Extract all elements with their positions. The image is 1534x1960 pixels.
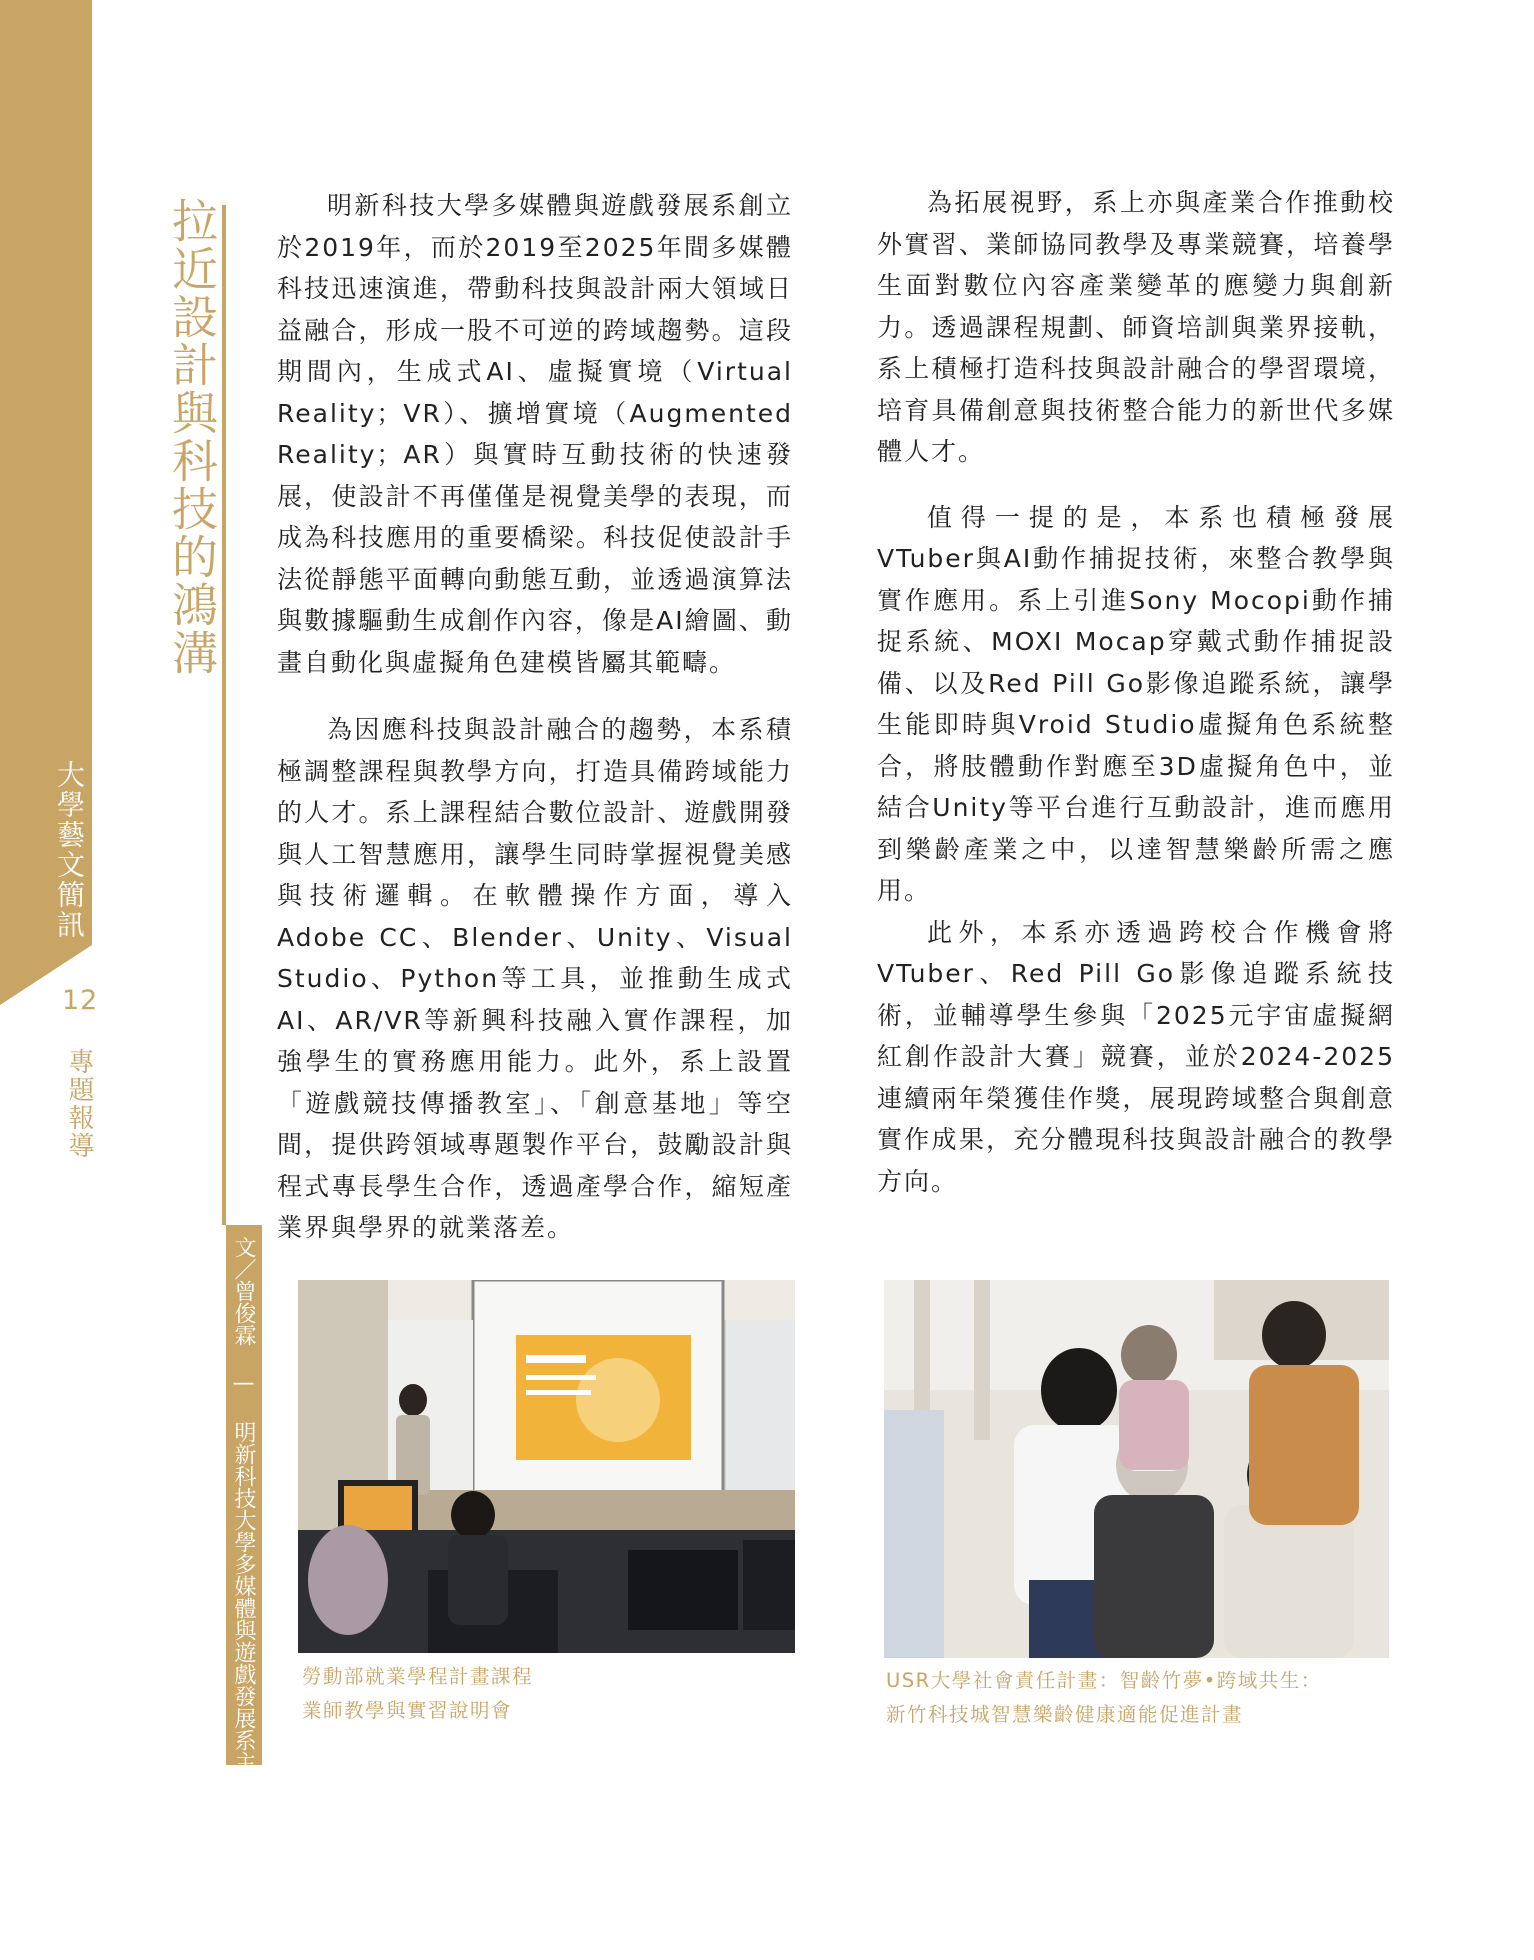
caption-line: 新竹科技城智慧樂齡健康適能促進計畫 xyxy=(886,1703,1244,1726)
caption-line: USR大學社會責任計畫：智齡竹夢•跨域共生： xyxy=(886,1669,1322,1692)
page-number: 12 xyxy=(62,985,99,1016)
article-title: 拉近設計與科技的鴻溝 xyxy=(165,197,219,677)
article-column-left xyxy=(277,185,793,1249)
article-column-right xyxy=(877,182,1395,1202)
caption-line: 業師教學與實習說明會 xyxy=(302,1699,513,1722)
caption-line: 勞動部就業學程計畫課程 xyxy=(302,1665,534,1688)
vr-elderly-photo xyxy=(884,1280,1389,1658)
paragraph: 值得一提的是，本系也積極發展VTuber與AI動作捕捉技術，來整合教學與實作應用。系上引進Sony Mocopi動作捕捉系統、MOXI Mocap穿戴式動作捕捉設備、以及Red Pill Go影像追蹤系統，讓學生能即時與Vroid Studio虛擬角色系統整合，將肢體動作對應至3D虛擬角色中，並結合Unity等平台進行互動設計，進而應用到樂齡產業之中，以達智慧樂齡所需之應用。 xyxy=(877,502,1395,905)
paragraph: 為因應科技與設計融合的趨勢，本系積極調整課程與教學方向，打造具備跨域能力的人才。系上課程結合數位設計、遊戲開發與人工智慧應用，讓學生同時掌握視覺美感與技術邏輯。在軟體操作方面，導入Adobe CC、Blender、Unity、Visual Studio、Python等工具，並推動生成式AI、AR/VR等新興科技融入實作課程，加強學生的實務應用能力。此外，系上設置「遊戲競技傳播教室」、「創意基地」等空間，提供跨領域專題製作平台，鼓勵設計與程式專長學生合作，透過產學合作，縮短產業界與學界的就業落差。 xyxy=(277,715,793,1242)
paragraph: 此外，本系亦透過跨校合作機會將VTuber、Red Pill Go影像追蹤系統技術，並輔導學生參與「2025元宇宙虛擬網紅創作設計大賽」競賽，並於2024-2025連續兩年榮獲佳作獎，展現跨域整合與創意實作成果，充分體現科技與設計融合的教學方向。 xyxy=(877,917,1395,1196)
classroom-lecture-photo xyxy=(298,1280,795,1653)
section-label: 專題報導 xyxy=(64,1048,94,1160)
photo1-caption xyxy=(302,1660,782,1728)
photo2-caption xyxy=(886,1664,1386,1732)
paragraph: 明新科技大學多媒體與遊戲發展系創立於2019年，而於2019至2025年間多媒體科技迅速演進，帶動科技與設計兩大領域日益融合，形成一股不可逆的跨域趨勢。這段期間內，生成式AI、虛擬實境（Virtual Reality；VR）、擴增實境（Augmented Reality；AR）與實時互動技術的快速發展，使設計不再僅僅是視覺美學的表現，而成為科技應用的重要橋梁。科技促使設計手法從靜態平面轉向動態互動，並透過演算法與數據驅動生成創作內容，像是AI繪圖、動畫自動化與虛擬角色建模皆屬其範疇。 xyxy=(277,191,793,677)
paragraph: 為拓展視野，系上亦與產業合作推動校外實習、業師協同教學及專業競賽，培養學生面對數位內容產業變革的應變力與創新力。透過課程規劃、師資培訓與業界接軌，系上積極打造科技與設計融合的學習環境，培育具備創意與技術整合能力的新世代多媒體人才。 xyxy=(877,188,1395,466)
title-divider xyxy=(222,205,226,1225)
publication-name: 大學藝文簡訊 xyxy=(53,760,86,940)
author-credit: 文／曾俊霖 — 明新科技大學多媒體與遊戲發展系主任 xyxy=(231,1236,256,1795)
